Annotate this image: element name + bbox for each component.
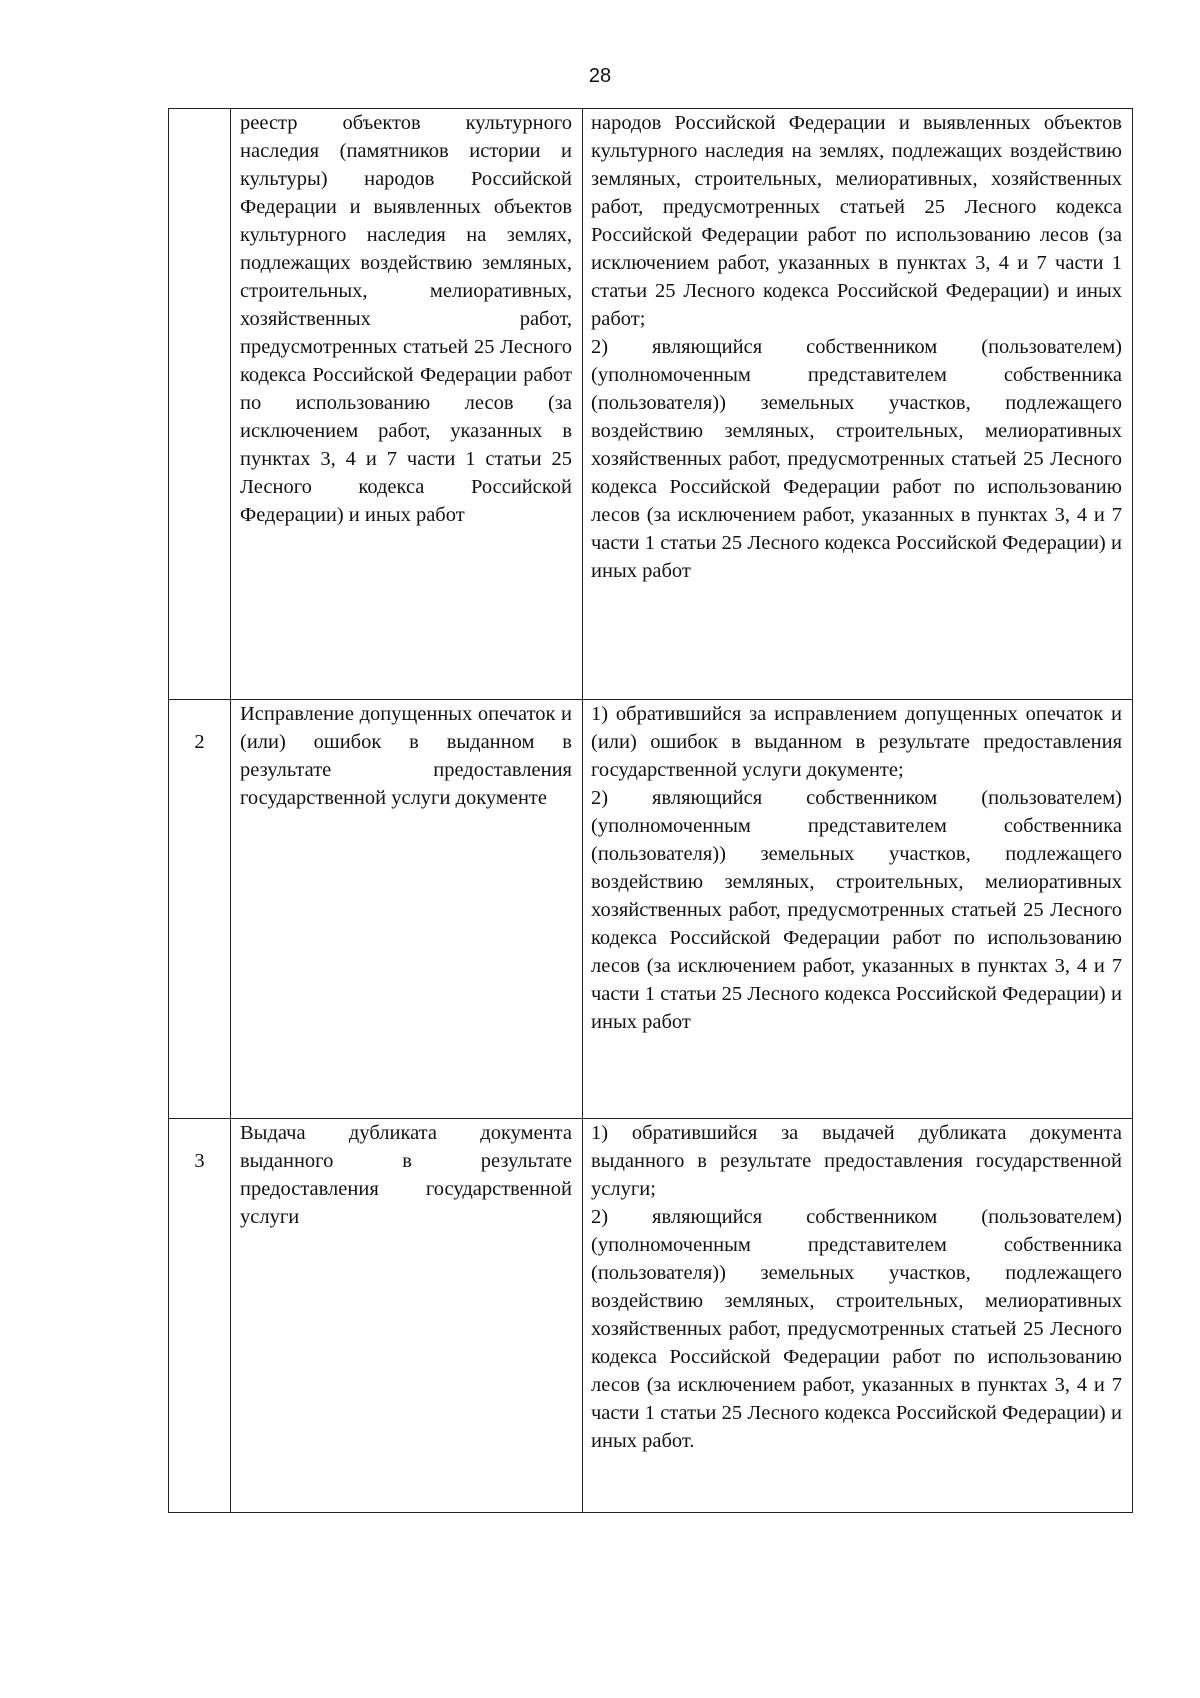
applicant-description-item-2: 2) являющийся собственником (пользователем) (уполномоченным представителем собственника (пользователя)) земельных участков, подлежащего воздействию земляных, строительных, мелиоративных хозяйственных работ, предусмотренных статьей 25 Лесного кодекса Российской Федерации работ по использованию лесов (за исключением работ, указанных в пунктах 3, 4 и 7 части 1 статьи 25 Лесного кодекса Российской Федерации) и иных работ — [591, 787, 1122, 1033]
service-name: Выдача дубликата документа выданного в результате предоставления государственной услуги — [240, 1122, 572, 1228]
service-name: реестр объектов культурного наследия (памятников истории и культуры) народов Российской Федерации и выявленных объектов культурного наследия на землях, подлежащих воздействию земляных, строительных, мелиоративных, хозяйственных работ, предусмотренных статьей 25 Лесного кодекса Российской Федерации работ по использованию лесов (за исключением работ, указанных в пунктах 3, 4 и 7 части 1 статьи 25 Лесного кодекса Российской Федерации) и иных работ — [240, 112, 572, 526]
service-name-cell — [231, 1119, 583, 1513]
row-number: 2 — [194, 731, 205, 753]
row-number-cell — [169, 109, 231, 700]
service-name: Исправление допущенных опечаток и (или) ошибок в выданном в результате предоставления государственной услуги документе — [240, 703, 572, 809]
applicant-description-item-1: народов Российской Федерации и выявленных объектов культурного наследия на землях, подлежащих воздействию земляных, строительных, мелиоративных, хозяйственных работ, предусмотренных статьей 25 Лесного кодекса Российской Федерации работ по использованию лесов (за исключением работ, указанных в пунктах 3, 4 и 7 части 1 статьи 25 Лесного кодекса Российской Федерации) и иных работ; — [591, 112, 1122, 330]
page-number: 28 — [588, 65, 612, 87]
services-table — [168, 108, 1133, 1513]
row-number-cell — [169, 700, 231, 1119]
table-row — [169, 1119, 1133, 1513]
applicant-description-cell — [583, 700, 1133, 1119]
row-number — [169, 109, 230, 137]
applicant-description-item-2: 2) являющийся собственником (пользователем) (уполномоченным представителем собственника (пользователя)) земельных участков, подлежащего воздействию земляных, строительных, мелиоративных хозяйственных работ, предусмотренных статьей 25 Лесного кодекса Российской Федерации работ по использованию лесов (за исключением работ, указанных в пунктах 3, 4 и 7 части 1 статьи 25 Лесного кодекса Российской Федерации) и иных работ. — [591, 1206, 1122, 1452]
service-name-cell — [231, 109, 583, 700]
row-number: 3 — [194, 1150, 205, 1172]
table-row — [169, 109, 1133, 700]
service-name-cell — [231, 700, 583, 1119]
row-number-cell — [169, 1119, 231, 1513]
applicant-description-cell — [583, 1119, 1133, 1513]
applicant-description-item-1: 1) обратившийся за исправлением допущенных опечаток и (или) ошибок в выданном в результате предоставления государственной услуги документе; — [591, 703, 1122, 781]
applicant-description-item-2: 2) являющийся собственником (пользователем) (уполномоченным представителем собственника (пользователя)) земельных участков, подлежащего воздействию земляных, строительных, мелиоративных хозяйственных работ, предусмотренных статьей 25 Лесного кодекса Российской Федерации работ по использованию лесов (за исключением работ, указанных в пунктах 3, 4 и 7 части 1 статьи 25 Лесного кодекса Российской Федерации) и иных работ — [591, 336, 1122, 582]
applicant-description-cell — [583, 109, 1133, 700]
table-row — [169, 700, 1133, 1119]
applicant-description-item-1: 1) обратившийся за выдачей дубликата документа выданного в результате предоставления государственной услуги; — [591, 1122, 1122, 1200]
